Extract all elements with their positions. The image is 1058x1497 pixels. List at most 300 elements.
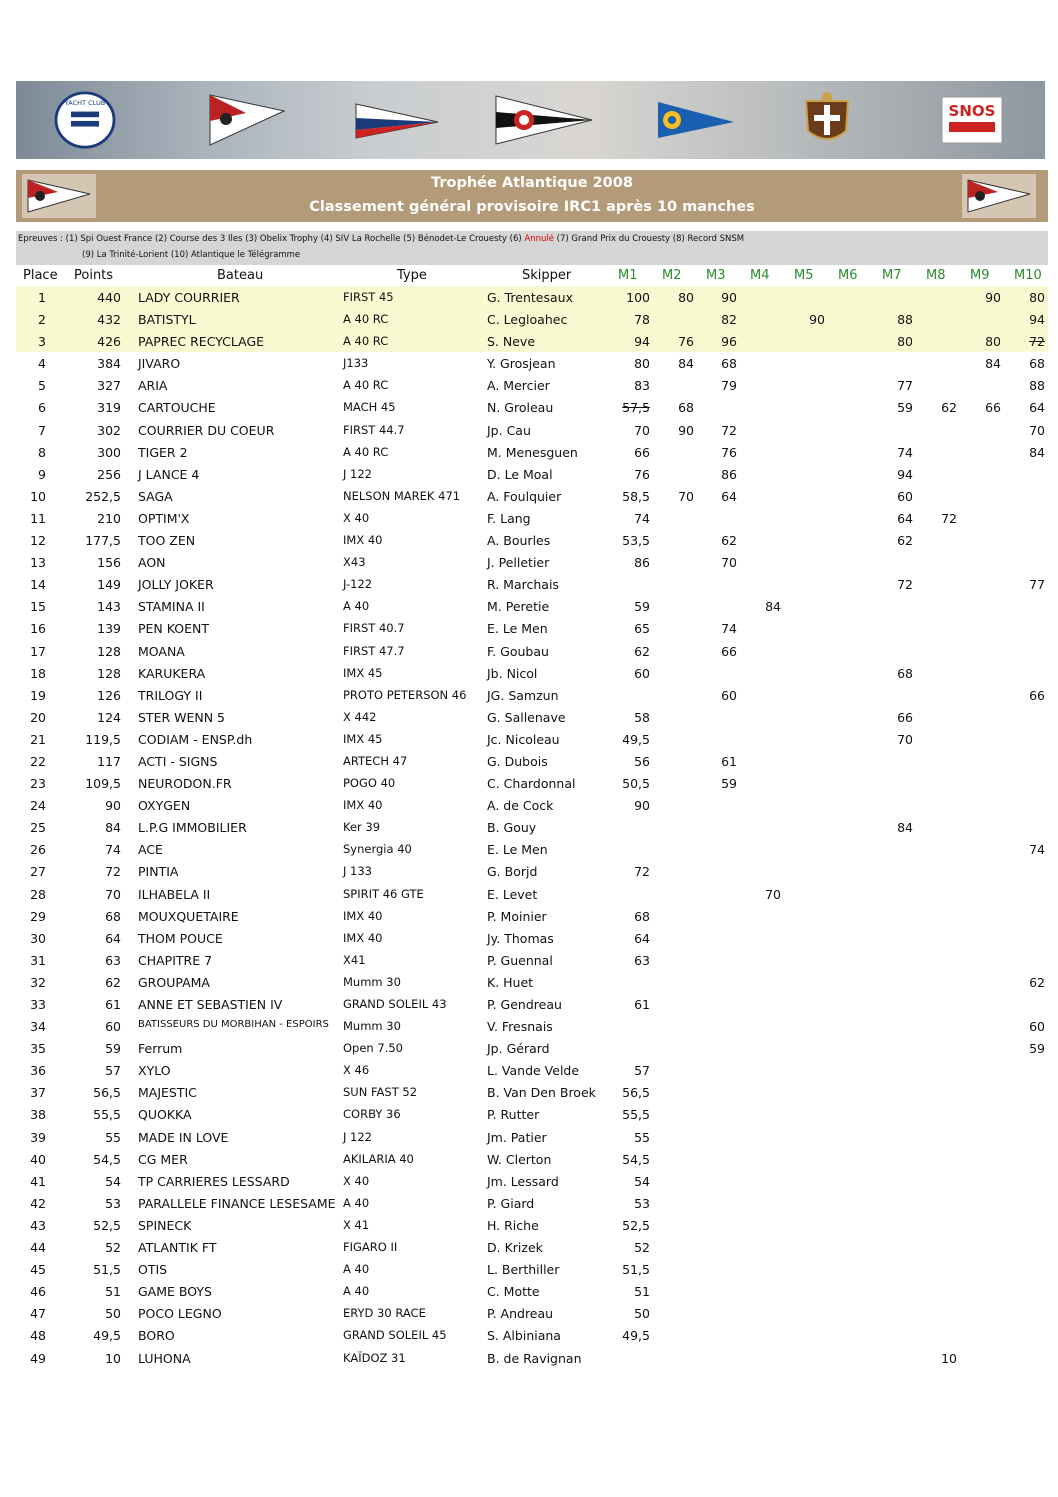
skipper-cell: Jm. Patier (487, 1129, 547, 1145)
pennant-logo-1 (206, 91, 286, 149)
col-m2: M2 (662, 268, 682, 283)
skipper-cell: C. Legloahec (487, 312, 568, 328)
manche-8-cell: 72 (941, 510, 957, 526)
table-row (16, 573, 1048, 595)
bateau-cell: THOM POUCE (138, 930, 223, 946)
club-logos-banner (16, 81, 1045, 159)
skipper-cell: L. Vande Velde (487, 1063, 580, 1079)
manche-1-cell: 80 (634, 356, 650, 372)
manche-3-cell: 64 (721, 488, 737, 504)
place-cell: 35 (30, 1041, 46, 1057)
points-cell: 57 (105, 1063, 121, 1079)
manche-1-cell: 51,5 (622, 1262, 650, 1278)
manche-1-cell: 54,5 (622, 1151, 650, 1167)
manche-1-cell: 65 (634, 621, 650, 637)
manche-1-cell: 52,5 (622, 1217, 650, 1233)
type-cell: Ker 39 (343, 820, 381, 835)
type-cell: FIRST 47.7 (343, 643, 405, 658)
manche-1-cell: 50 (634, 1306, 650, 1322)
points-cell: 109,5 (85, 776, 121, 792)
table-row (16, 1103, 1048, 1125)
points-cell: 63 (105, 952, 121, 968)
manche-1-cell: 86 (634, 555, 650, 571)
skipper-cell: G. Borjd (487, 864, 538, 880)
type-cell: FIRST 40.7 (343, 621, 405, 636)
bateau-cell: STAMINA II (138, 599, 205, 615)
manche-10-cell: 84 (1029, 444, 1045, 460)
type-cell: IMX 40 (343, 908, 383, 923)
manche-3-cell: 90 (721, 290, 737, 305)
page-title: Trophée Atlantique 2008 (431, 175, 633, 191)
type-cell: Synergia 40 (343, 842, 412, 857)
points-cell: 177,5 (85, 533, 121, 549)
manche-1-cell: 94 (634, 334, 650, 350)
bateau-cell: PINTIA (138, 864, 179, 880)
bateau-cell: CG MER (138, 1151, 188, 1167)
manche-1-cell: 49,5 (622, 1328, 650, 1344)
skipper-cell: D. Krizek (487, 1240, 543, 1256)
manche-9-cell: 80 (985, 334, 1001, 350)
place-cell: 12 (30, 533, 46, 549)
skipper-cell: A. Foulquier (487, 488, 562, 504)
bateau-cell: MADE IN LOVE (138, 1129, 229, 1145)
table-row (16, 1037, 1048, 1059)
points-cell: 53 (105, 1195, 121, 1211)
manche-10-cell: 72 (1029, 334, 1045, 350)
skipper-cell: B. Gouy (487, 820, 537, 836)
place-cell: 30 (30, 930, 46, 946)
skipper-cell: C. Motte (487, 1284, 540, 1300)
type-cell: J 133 (343, 864, 372, 879)
manche-10-cell: 68 (1029, 356, 1045, 372)
manche-10-cell: 59 (1029, 1041, 1045, 1057)
manche-1-cell: 68 (634, 908, 650, 924)
place-cell: 9 (38, 466, 46, 482)
type-cell: J 122 (343, 466, 372, 481)
manche-10-cell: 88 (1029, 378, 1045, 394)
skipper-cell: E. Levet (487, 886, 538, 902)
type-cell: IMX 40 (343, 798, 383, 813)
points-cell: 124 (97, 709, 121, 725)
bateau-cell: NEURODON.FR (138, 776, 232, 792)
place-cell: 25 (30, 820, 46, 836)
type-cell: IMX 40 (343, 533, 383, 548)
table-row (16, 617, 1048, 639)
table-row (16, 1347, 1048, 1369)
page-subtitle: Classement général provisoire IRC1 après 10 manches (309, 199, 755, 215)
table-row (16, 352, 1048, 374)
manche-1-cell: 57,5 (622, 400, 650, 416)
skipper-cell: Y. Grosjean (487, 356, 556, 372)
bateau-cell: CARTOUCHE (138, 400, 216, 416)
right-pennant-badge (962, 174, 1036, 218)
skipper-cell: Jm. Lessard (487, 1173, 559, 1189)
bateau-cell: BATISSEURS DU MORBIHAN - ESPOIRS (138, 1019, 329, 1031)
table-row (16, 374, 1048, 396)
type-cell: X 442 (343, 709, 377, 724)
race-legend-prefix: Epreuves : (1) Spi Ouest France (2) Course des 3 Iles (3) Obelix Trophy (4) SIV La Rochelle (5) Bénodet-Le Crouesty (6) (18, 234, 522, 244)
manche-1-cell: 90 (634, 798, 650, 814)
table-row (16, 1280, 1048, 1302)
points-cell: 256 (97, 466, 121, 482)
skipper-cell: Jp. Cau (487, 422, 531, 438)
skipper-cell: E. Le Men (487, 842, 548, 858)
table-row (16, 1015, 1048, 1037)
ranking-table (16, 286, 1048, 1369)
bateau-cell: GAME BOYS (138, 1284, 212, 1300)
bateau-cell: OTIS (138, 1262, 168, 1278)
table-row (16, 1148, 1048, 1170)
type-cell: A 40 (343, 1262, 370, 1277)
bateau-cell: SPINECK (138, 1217, 192, 1233)
skipper-cell: J. Pelletier (487, 555, 550, 571)
manche-10-cell: 94 (1029, 312, 1045, 328)
table-row (16, 794, 1048, 816)
type-cell: X43 (343, 555, 366, 570)
pennant-logo-2 (354, 91, 440, 149)
bateau-cell: ATLANTIK FT (138, 1240, 217, 1256)
manche-1-cell: 70 (634, 422, 650, 438)
skipper-cell: G. Dubois (487, 753, 548, 769)
col-skipper: Skipper (522, 268, 572, 283)
table-row (16, 949, 1048, 971)
type-cell: X 41 (343, 1217, 370, 1232)
place-cell: 19 (30, 687, 46, 703)
table-row (16, 927, 1048, 949)
col-m6: M6 (838, 268, 858, 283)
points-cell: 117 (97, 753, 121, 769)
manche-10-cell: 60 (1029, 1019, 1045, 1035)
manche-1-cell: 54 (634, 1173, 650, 1189)
pennant-logo-3 (494, 91, 594, 149)
snos-logo (941, 91, 1003, 149)
manche-3-cell: 86 (721, 466, 737, 482)
table-row (16, 772, 1048, 794)
manche-1-cell: 63 (634, 952, 650, 968)
bateau-cell: PEN KOENT (138, 621, 209, 637)
points-cell: 302 (97, 422, 121, 438)
manche-3-cell: 59 (721, 776, 737, 792)
type-cell: FIRST 44.7 (343, 422, 405, 437)
type-cell: GRAND SOLEIL 45 (343, 1328, 447, 1343)
points-cell: 60 (105, 1019, 121, 1035)
manche-9-cell: 66 (985, 400, 1001, 416)
type-cell: A 40 RC (343, 444, 389, 459)
type-cell: SPIRIT 46 GTE (343, 886, 424, 901)
manche-10-cell: 70 (1029, 422, 1045, 438)
type-cell: IMX 40 (343, 930, 383, 945)
place-cell: 7 (38, 422, 46, 438)
manche-10-cell: 80 (1029, 290, 1045, 305)
points-cell: 68 (105, 908, 121, 924)
skipper-cell: A. de Cock (487, 798, 554, 814)
skipper-cell: C. Chardonnal (487, 776, 576, 792)
skipper-cell: Jc. Nicoleau (487, 731, 560, 747)
manche-7-cell: 60 (897, 488, 913, 504)
type-cell: A 40 RC (343, 312, 389, 327)
points-cell: 327 (97, 378, 121, 394)
points-cell: 319 (97, 400, 121, 416)
manche-4-cell: 84 (765, 599, 781, 615)
type-cell: ERYD 30 RACE (343, 1306, 426, 1321)
manche-1-cell: 56,5 (622, 1085, 650, 1101)
bateau-cell: MAJESTIC (138, 1085, 197, 1101)
place-cell: 11 (30, 510, 46, 526)
table-row (16, 993, 1048, 1015)
place-cell: 44 (30, 1240, 46, 1256)
manche-2-cell: 80 (678, 290, 694, 305)
bateau-cell: CHAPITRE 7 (138, 952, 213, 968)
place-cell: 22 (30, 753, 46, 769)
place-cell: 29 (30, 908, 46, 924)
points-cell: 51 (105, 1284, 121, 1300)
manche-7-cell: 68 (897, 665, 913, 681)
place-cell: 33 (30, 997, 46, 1012)
points-cell: 59 (105, 1041, 121, 1057)
type-cell: A 40 (343, 1195, 370, 1210)
place-cell: 38 (30, 1107, 46, 1123)
table-row (16, 860, 1048, 882)
points-cell: 84 (105, 820, 121, 836)
skipper-cell: Jp. Gérard (487, 1041, 550, 1057)
bateau-cell: ANNE ET SEBASTIEN IV (138, 997, 283, 1012)
bateau-cell: TOO ZEN (138, 533, 196, 549)
manche-1-cell: 58 (634, 709, 650, 725)
place-cell: 39 (30, 1129, 46, 1145)
place-cell: 40 (30, 1151, 46, 1167)
table-row (16, 485, 1048, 507)
points-cell: 128 (97, 665, 121, 681)
bateau-cell: JIVARO (138, 356, 181, 372)
col-m7: M7 (882, 268, 902, 283)
col-m4: M4 (750, 268, 770, 283)
points-cell: 149 (97, 577, 121, 593)
skipper-cell: Jy. Thomas (487, 930, 554, 946)
manche-7-cell: 59 (897, 400, 913, 416)
place-cell: 48 (30, 1328, 46, 1344)
type-cell: A 40 (343, 599, 370, 614)
manche-10-cell: 74 (1029, 842, 1045, 858)
manche-3-cell: 72 (721, 422, 737, 438)
table-row (16, 419, 1048, 441)
place-cell: 26 (30, 842, 46, 858)
race-legend (16, 231, 1048, 265)
bateau-cell: Ferrum (138, 1041, 183, 1057)
type-cell: MACH 45 (343, 400, 396, 415)
col-place: Place (23, 268, 58, 283)
bateau-cell: QUOKKA (138, 1107, 192, 1123)
place-cell: 43 (30, 1217, 46, 1233)
manche-7-cell: 88 (897, 312, 913, 328)
place-cell: 4 (38, 356, 46, 372)
points-cell: 50 (105, 1306, 121, 1322)
manche-7-cell: 74 (897, 444, 913, 460)
skipper-cell: S. Albiniana (487, 1328, 561, 1344)
points-cell: 56,5 (93, 1085, 121, 1101)
bateau-cell: BATISTYL (138, 312, 196, 328)
manche-1-cell: 78 (634, 312, 650, 328)
skipper-cell: A. Bourles (487, 533, 551, 549)
manche-1-cell: 52 (634, 1240, 650, 1256)
table-row (16, 1059, 1048, 1081)
points-cell: 128 (97, 643, 121, 659)
manche-1-cell: 51 (634, 1284, 650, 1300)
manche-1-cell: 72 (634, 864, 650, 880)
bateau-cell: ILHABELA II (138, 886, 211, 902)
bateau-cell: PAPREC RECYCLAGE (138, 334, 265, 350)
table-row (16, 1236, 1048, 1258)
type-cell: A 40 RC (343, 378, 389, 393)
bateau-cell: CODIAM - ENSP.dh (138, 731, 253, 747)
manche-3-cell: 70 (721, 555, 737, 571)
skipper-cell: K. Huet (487, 974, 534, 990)
yacht-club-logo-text: YACHT CLUB (64, 99, 106, 108)
skipper-cell: M. Menesguen (487, 444, 578, 460)
skipper-cell: B. Van Den Broek (487, 1085, 596, 1101)
manche-1-cell: 100 (626, 290, 650, 305)
place-cell: 1 (38, 290, 46, 305)
type-cell: J133 (343, 356, 369, 371)
points-cell: 55 (105, 1129, 121, 1145)
col-bateau: Bateau (217, 268, 264, 283)
skipper-cell: S. Neve (487, 334, 536, 350)
table-row (16, 1081, 1048, 1103)
table-row (16, 1258, 1048, 1280)
type-cell: AKILARIA 40 (343, 1151, 414, 1166)
snos-logo-text: SNOS (948, 102, 996, 120)
type-cell: IMX 45 (343, 665, 383, 680)
place-cell: 6 (38, 400, 46, 416)
col-m5: M5 (794, 268, 814, 283)
type-cell: X41 (343, 952, 366, 967)
table-row (16, 441, 1048, 463)
points-cell: 74 (105, 842, 121, 858)
table-row (16, 1192, 1048, 1214)
manche-1-cell: 74 (634, 510, 650, 526)
place-cell: 23 (30, 776, 46, 792)
manche-2-cell: 84 (678, 356, 694, 372)
bateau-cell: ARIA (138, 378, 168, 394)
points-cell: 49,5 (93, 1328, 121, 1344)
bateau-cell: OXYGEN (138, 798, 191, 814)
manche-7-cell: 80 (897, 334, 913, 350)
type-cell: PROTO PETERSON 46 (343, 687, 467, 702)
manche-9-cell: 84 (985, 356, 1001, 372)
table-row (16, 640, 1048, 662)
bateau-cell: STER WENN 5 (138, 709, 226, 725)
place-cell: 27 (30, 864, 46, 880)
bateau-cell: BORO (138, 1328, 175, 1344)
bateau-cell: TRILOGY II (138, 687, 203, 703)
points-cell: 126 (97, 687, 121, 703)
place-cell: 3 (38, 334, 46, 350)
bateau-cell: LUHONA (138, 1350, 191, 1366)
type-cell: CORBY 36 (343, 1107, 401, 1122)
bateau-cell: MOUXQUETAIRE (138, 908, 239, 924)
table-row (16, 308, 1048, 330)
bateau-cell: SAGA (138, 488, 173, 504)
place-cell: 24 (30, 798, 46, 814)
table-row (16, 728, 1048, 750)
type-cell: SUN FAST 52 (343, 1085, 418, 1100)
bateau-cell: L.P.G IMMOBILIER (138, 820, 247, 836)
place-cell: 20 (30, 709, 46, 725)
place-cell: 31 (30, 952, 46, 968)
manche-1-cell: 60 (634, 665, 650, 681)
type-cell: FIRST 45 (343, 290, 394, 304)
skipper-cell: G. Sallenave (487, 709, 566, 725)
table-row (16, 1214, 1048, 1236)
bateau-cell: POCO LEGNO (138, 1306, 222, 1322)
table-row (16, 706, 1048, 728)
points-cell: 384 (97, 356, 121, 372)
manche-1-cell: 56 (634, 753, 650, 769)
manche-3-cell: 96 (721, 334, 737, 350)
manche-3-cell: 76 (721, 444, 737, 460)
table-row (16, 816, 1048, 838)
points-cell: 139 (97, 621, 121, 637)
skipper-cell: P. Gendreau (487, 997, 562, 1012)
place-cell: 18 (30, 665, 46, 681)
manche-1-cell: 83 (634, 378, 650, 394)
type-cell: X 40 (343, 510, 370, 525)
type-cell: Mumm 30 (343, 1019, 401, 1034)
table-row (16, 1126, 1048, 1148)
skipper-cell: F. Goubau (487, 643, 549, 659)
place-cell: 46 (30, 1284, 46, 1300)
bateau-cell: COURRIER DU COEUR (138, 422, 275, 438)
skipper-cell: B. de Ravignan (487, 1350, 582, 1366)
table-row (16, 396, 1048, 418)
table-row (16, 286, 1048, 308)
place-cell: 17 (30, 643, 46, 659)
skipper-cell: P. Guennal (487, 952, 553, 968)
type-cell: KAÏDOZ 31 (343, 1350, 406, 1365)
type-cell: Mumm 30 (343, 974, 401, 989)
title-band (16, 170, 1048, 222)
place-cell: 28 (30, 886, 46, 902)
manche-8-cell: 10 (941, 1350, 957, 1366)
type-cell: A 40 RC (343, 334, 389, 349)
points-cell: 72 (105, 864, 121, 880)
place-cell: 13 (30, 555, 46, 571)
skipper-cell: R. Marchais (487, 577, 559, 593)
skipper-cell: W. Clerton (487, 1151, 552, 1167)
manche-10-cell: 77 (1029, 577, 1045, 593)
race-legend-line-2: (9) La Trinité-Lorient (10) Atlantique le Télégramme (82, 250, 301, 260)
points-cell: 62 (105, 974, 121, 990)
table-row (16, 1302, 1048, 1324)
col-m9: M9 (970, 268, 990, 283)
skipper-cell: E. Le Men (487, 621, 548, 637)
place-cell: 2 (38, 312, 46, 328)
points-cell: 52,5 (93, 1217, 121, 1233)
table-row (16, 330, 1048, 352)
manche-8-cell: 62 (941, 400, 957, 416)
manche-3-cell: 62 (721, 533, 737, 549)
skipper-cell: G. Trentesaux (487, 290, 573, 305)
table-row (16, 507, 1048, 529)
manche-1-cell: 57 (634, 1063, 650, 1079)
table-row (16, 838, 1048, 860)
points-cell: 252,5 (85, 488, 121, 504)
bateau-cell: MOANA (138, 643, 185, 659)
manche-1-cell: 76 (634, 466, 650, 482)
manche-3-cell: 79 (721, 378, 737, 394)
col-points: Points (74, 268, 114, 283)
race-legend-suffix: (7) Grand Prix du Crouesty (8) Record SNSM (556, 234, 745, 244)
skipper-cell: P. Rutter (487, 1107, 540, 1123)
